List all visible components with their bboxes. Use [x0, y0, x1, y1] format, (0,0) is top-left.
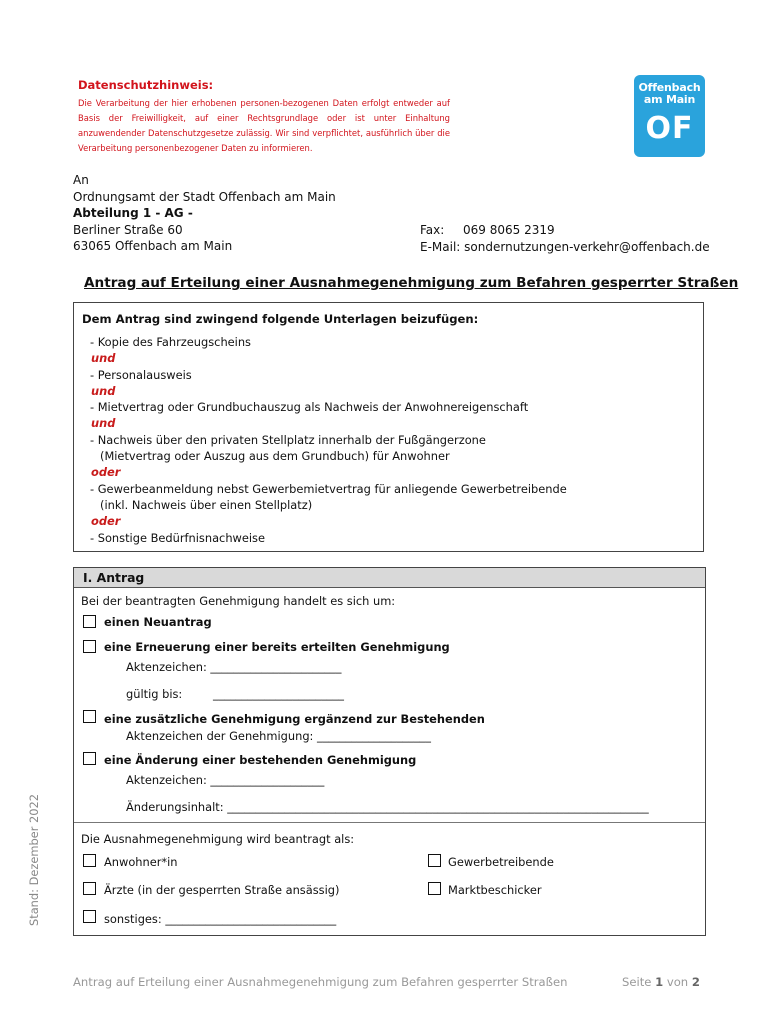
req-conjunction: und	[91, 416, 116, 431]
page-total: 2	[691, 975, 700, 989]
email-address: sondernutzungen-verkehr@offenbach.de	[464, 239, 710, 254]
req-item-continuation: (inkl. Nachweis über einen Stellplatz)	[100, 497, 313, 512]
req-item: - Nachweis über den privaten Stellplatz innerhalb der Fußgängerzone	[90, 432, 486, 447]
req-conjunction: oder	[91, 514, 121, 529]
contact-info	[420, 222, 710, 255]
privacy-text: Die Verarbeitung der hier erhobenen personen-bezogenen Daten erfolgt entweder auf Basis der Freiwilligkeit, auf einer Rechtsgrundlage oder ist unter Einhaltung anzuwendender Datenschutzgesetze zulässig. Wir sind verpflichtet, ausführlich über die Verarbeitung personenbezogener Daten zu informieren.	[78, 98, 450, 153]
email-label: E-Mail:	[420, 239, 461, 254]
label-change: eine Änderung einer bestehenden Genehmigung	[104, 753, 417, 767]
label-resident: Anwohner*in	[104, 855, 178, 869]
requirements-title: Dem Antrag sind zwingend folgende Unterlagen beizufügen:	[82, 312, 479, 326]
checkbox-new-application[interactable]	[83, 615, 96, 628]
applied-as-label: Die Ausnahmegenehmigung wird beantragt als:	[81, 832, 355, 846]
page-mid: von	[663, 975, 692, 989]
page-indicator	[622, 975, 700, 989]
address-to: An	[73, 173, 89, 187]
address-office: Ordnungsamt der Stadt Offenbach am Main	[73, 189, 336, 204]
req-item: - Kopie des Fahrzeugscheins	[90, 335, 251, 349]
permit-file-number-field[interactable]: Aktenzeichen der Genehmigung: ____________________	[126, 729, 431, 743]
application-intro: Bei der beantragten Genehmigung handelt es sich um:	[81, 594, 396, 608]
checkbox-doctors[interactable]	[83, 882, 96, 895]
valid-until-field[interactable]: _______________________	[213, 687, 344, 701]
document-title: Antrag auf Erteilung einer Ausnahmegenehmigung zum Befahren gesperrter Straßen	[84, 275, 739, 291]
other-field[interactable]: sonstiges: ______________________________	[104, 912, 337, 926]
page-prefix: Seite	[622, 975, 656, 989]
req-item-continuation: (Mietvertrag oder Auszug aus dem Grundbuch) für Anwohner	[100, 449, 450, 464]
checkbox-business[interactable]	[428, 854, 441, 867]
address-city: 63065 Offenbach am Main	[73, 239, 233, 253]
change-file-number-field[interactable]: Aktenzeichen: ____________________	[126, 773, 325, 787]
version-date-note: Stand: Dezember 2022	[27, 794, 41, 926]
checkbox-other[interactable]	[83, 910, 96, 923]
req-conjunction: und	[91, 383, 116, 398]
address-street: Berliner Straße 60	[73, 222, 183, 237]
fax-number: 069 8065 2319	[463, 223, 555, 237]
label-doctors: Ärzte (in der gesperrten Straße ansässig)	[104, 883, 340, 897]
logo-line-2: am Main	[643, 93, 696, 106]
checkbox-resident[interactable]	[83, 854, 96, 867]
req-item: - Mietvertrag oder Grundbuchauszug als Nachweis der Anwohnereigenschaft	[90, 400, 529, 415]
label-renewal: eine Erneuerung einer bereits erteilten Genehmigung	[104, 640, 450, 654]
address-department: Abteilung 1 - AG -	[73, 206, 193, 220]
change-content-field[interactable]: Änderungsinhalt: __________________________________________________________________________	[126, 800, 649, 814]
label-new-application: einen Neuantrag	[104, 615, 212, 629]
privacy-notice	[78, 78, 450, 156]
requirements-box	[73, 302, 704, 552]
checkbox-market[interactable]	[428, 882, 441, 895]
application-section	[73, 567, 706, 936]
req-item: - Sonstige Bedürfnisnachweise	[90, 530, 265, 545]
label-additional-permit: eine zusätzliche Genehmigung ergänzend zur Bestehenden	[104, 712, 485, 726]
city-logo	[634, 75, 705, 157]
section-divider	[74, 822, 705, 823]
page-current: 1	[655, 975, 664, 989]
recipient-address	[73, 172, 336, 255]
section-header	[74, 568, 705, 588]
checkbox-additional-permit[interactable]	[83, 710, 96, 723]
logo-line-1: Offenbach	[638, 81, 701, 94]
logo-abbr: OF	[645, 111, 694, 146]
req-conjunction: oder	[91, 465, 121, 480]
section-label: I. Antrag	[83, 570, 145, 585]
req-item: - Gewerbeanmeldung nebst Gewerbemietvertrag für anliegende Gewerbetreibende	[90, 481, 567, 496]
checkbox-renewal[interactable]	[83, 640, 96, 653]
requirements-list	[90, 334, 567, 546]
label-business: Gewerbetreibende	[448, 855, 554, 869]
checkbox-change[interactable]	[83, 752, 96, 765]
footer-title: Antrag auf Erteilung einer Ausnahmegenehmigung zum Befahren gesperrter Straßen	[73, 975, 568, 989]
fax-label: Fax:	[420, 223, 445, 237]
req-item: - Personalausweis	[90, 367, 192, 382]
req-conjunction: und	[91, 351, 116, 366]
valid-until-label: gültig bis:	[126, 687, 183, 701]
privacy-title: Datenschutzhinweis:	[78, 78, 214, 92]
label-market: Marktbeschicker	[448, 883, 542, 897]
renewal-file-number-field[interactable]: Aktenzeichen: _______________________	[126, 660, 342, 674]
